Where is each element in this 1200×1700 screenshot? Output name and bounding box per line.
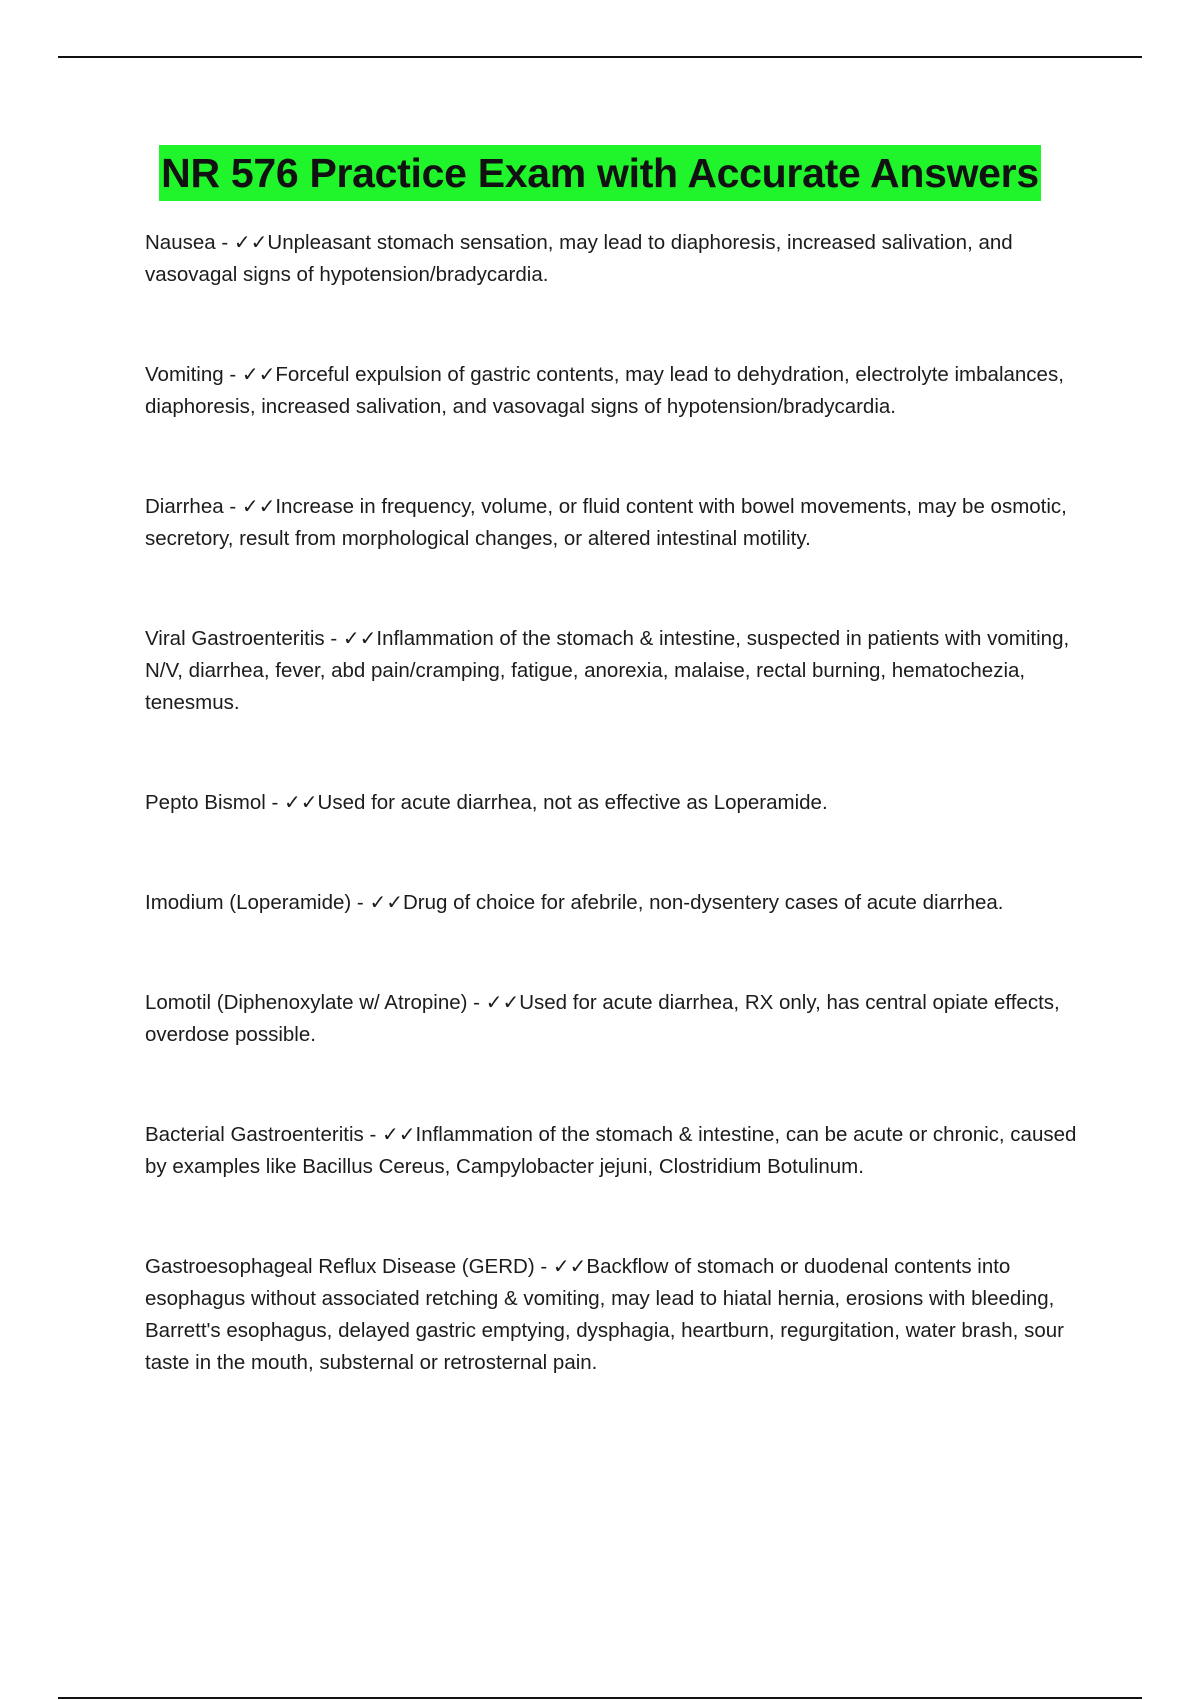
qa-list: [145, 226, 1085, 1379]
check-icon: ✓✓: [241, 494, 276, 518]
entry-definition: Inflammation of the stomach & intestine, can be acute or chronic, caused by examples like Bacillus Cereus, Campylobacter jejuni, Clostridium Botulinum.: [145, 1123, 1077, 1178]
qa-entry: [145, 886, 1085, 919]
page-title: NR 576 Practice Exam with Accurate Answers: [159, 145, 1041, 201]
entry-term: Bacterial Gastroenteritis: [145, 1123, 364, 1146]
entry-separator: -: [363, 1123, 382, 1146]
qa-entry: [145, 226, 1085, 291]
entry-term: Diarrhea: [145, 495, 224, 518]
check-icon: ✓✓: [342, 626, 377, 650]
entry-separator: -: [265, 791, 284, 814]
entry-definition: Used for acute diarrhea, not as effective as Loperamide.: [317, 791, 828, 814]
entry-definition: Used for acute diarrhea, RX only, has central opiate effects, overdose possible.: [145, 991, 1060, 1046]
entry-separator: -: [534, 1255, 553, 1278]
check-icon: ✓✓: [485, 990, 520, 1014]
qa-entry: [145, 1118, 1085, 1183]
entry-term: Viral Gastroenteritis: [145, 627, 325, 650]
entry-definition: Drug of choice for afebrile, non-dysentery cases of acute diarrhea.: [402, 891, 1004, 914]
entry-term: Vomiting: [145, 363, 224, 386]
qa-entry: [145, 622, 1085, 719]
entry-term: Imodium (Loperamide): [145, 891, 352, 914]
qa-entry: [145, 986, 1085, 1051]
entry-term: Nausea: [145, 231, 216, 254]
title-container: [0, 145, 1200, 201]
check-icon: ✓✓: [369, 890, 403, 914]
entry-definition: Inflammation of the stomach & intestine, suspected in patients with vomiting, N/V, diarrhea, fever, abd pain/cramping, fatigue, anorexia, malaise, rectal burning, hematochezia, tenesmus.: [145, 627, 1070, 714]
entry-separator: -: [467, 991, 486, 1014]
qa-entry: [145, 786, 1085, 819]
entry-definition: Unpleasant stomach sensation, may lead to diaphoresis, increased salivation, and vasovagal signs of hypotension/bradycardia.: [145, 231, 1013, 286]
qa-entry: [145, 358, 1085, 423]
entry-definition: Forceful expulsion of gastric contents, may lead to dehydration, electrolyte imbalances, diaphoresis, increased salivation, and vasovagal signs of hypotension/bradycardia.: [145, 363, 1064, 418]
check-icon: ✓✓: [284, 790, 318, 814]
entry-separator: -: [223, 495, 242, 518]
entry-term: Lomotil (Diphenoxylate w/ Atropine): [145, 991, 468, 1014]
entry-separator: -: [351, 891, 370, 914]
entry-separator: -: [223, 363, 242, 386]
entry-separator: -: [324, 627, 343, 650]
entry-separator: -: [215, 231, 234, 254]
check-icon: ✓✓: [233, 230, 268, 254]
check-icon: ✓✓: [381, 1122, 416, 1146]
check-icon: ✓✓: [241, 362, 276, 386]
bottom-divider: [58, 1697, 1142, 1699]
entry-definition: Backflow of stomach or duodenal contents into esophagus without associated retching & vomiting, may lead to hiatal hernia, erosions with bleeding, Barrett's esophagus, delayed gastric emptying, dysphagia, heartburn, regurgitation, water brash, sour taste in the mouth, substernal or retrosternal pain.: [145, 1255, 1064, 1374]
entry-term: Gastroesophageal Reflux Disease (GERD): [145, 1255, 535, 1278]
top-divider: [58, 56, 1142, 58]
entry-definition: Increase in frequency, volume, or fluid content with bowel movements, may be osmotic, secretory, result from morphological changes, or altered intestinal motility.: [145, 495, 1067, 550]
qa-entry: [145, 1250, 1085, 1379]
check-icon: ✓✓: [552, 1254, 587, 1278]
entry-term: Pepto Bismol: [145, 791, 266, 814]
qa-entry: [145, 490, 1085, 555]
